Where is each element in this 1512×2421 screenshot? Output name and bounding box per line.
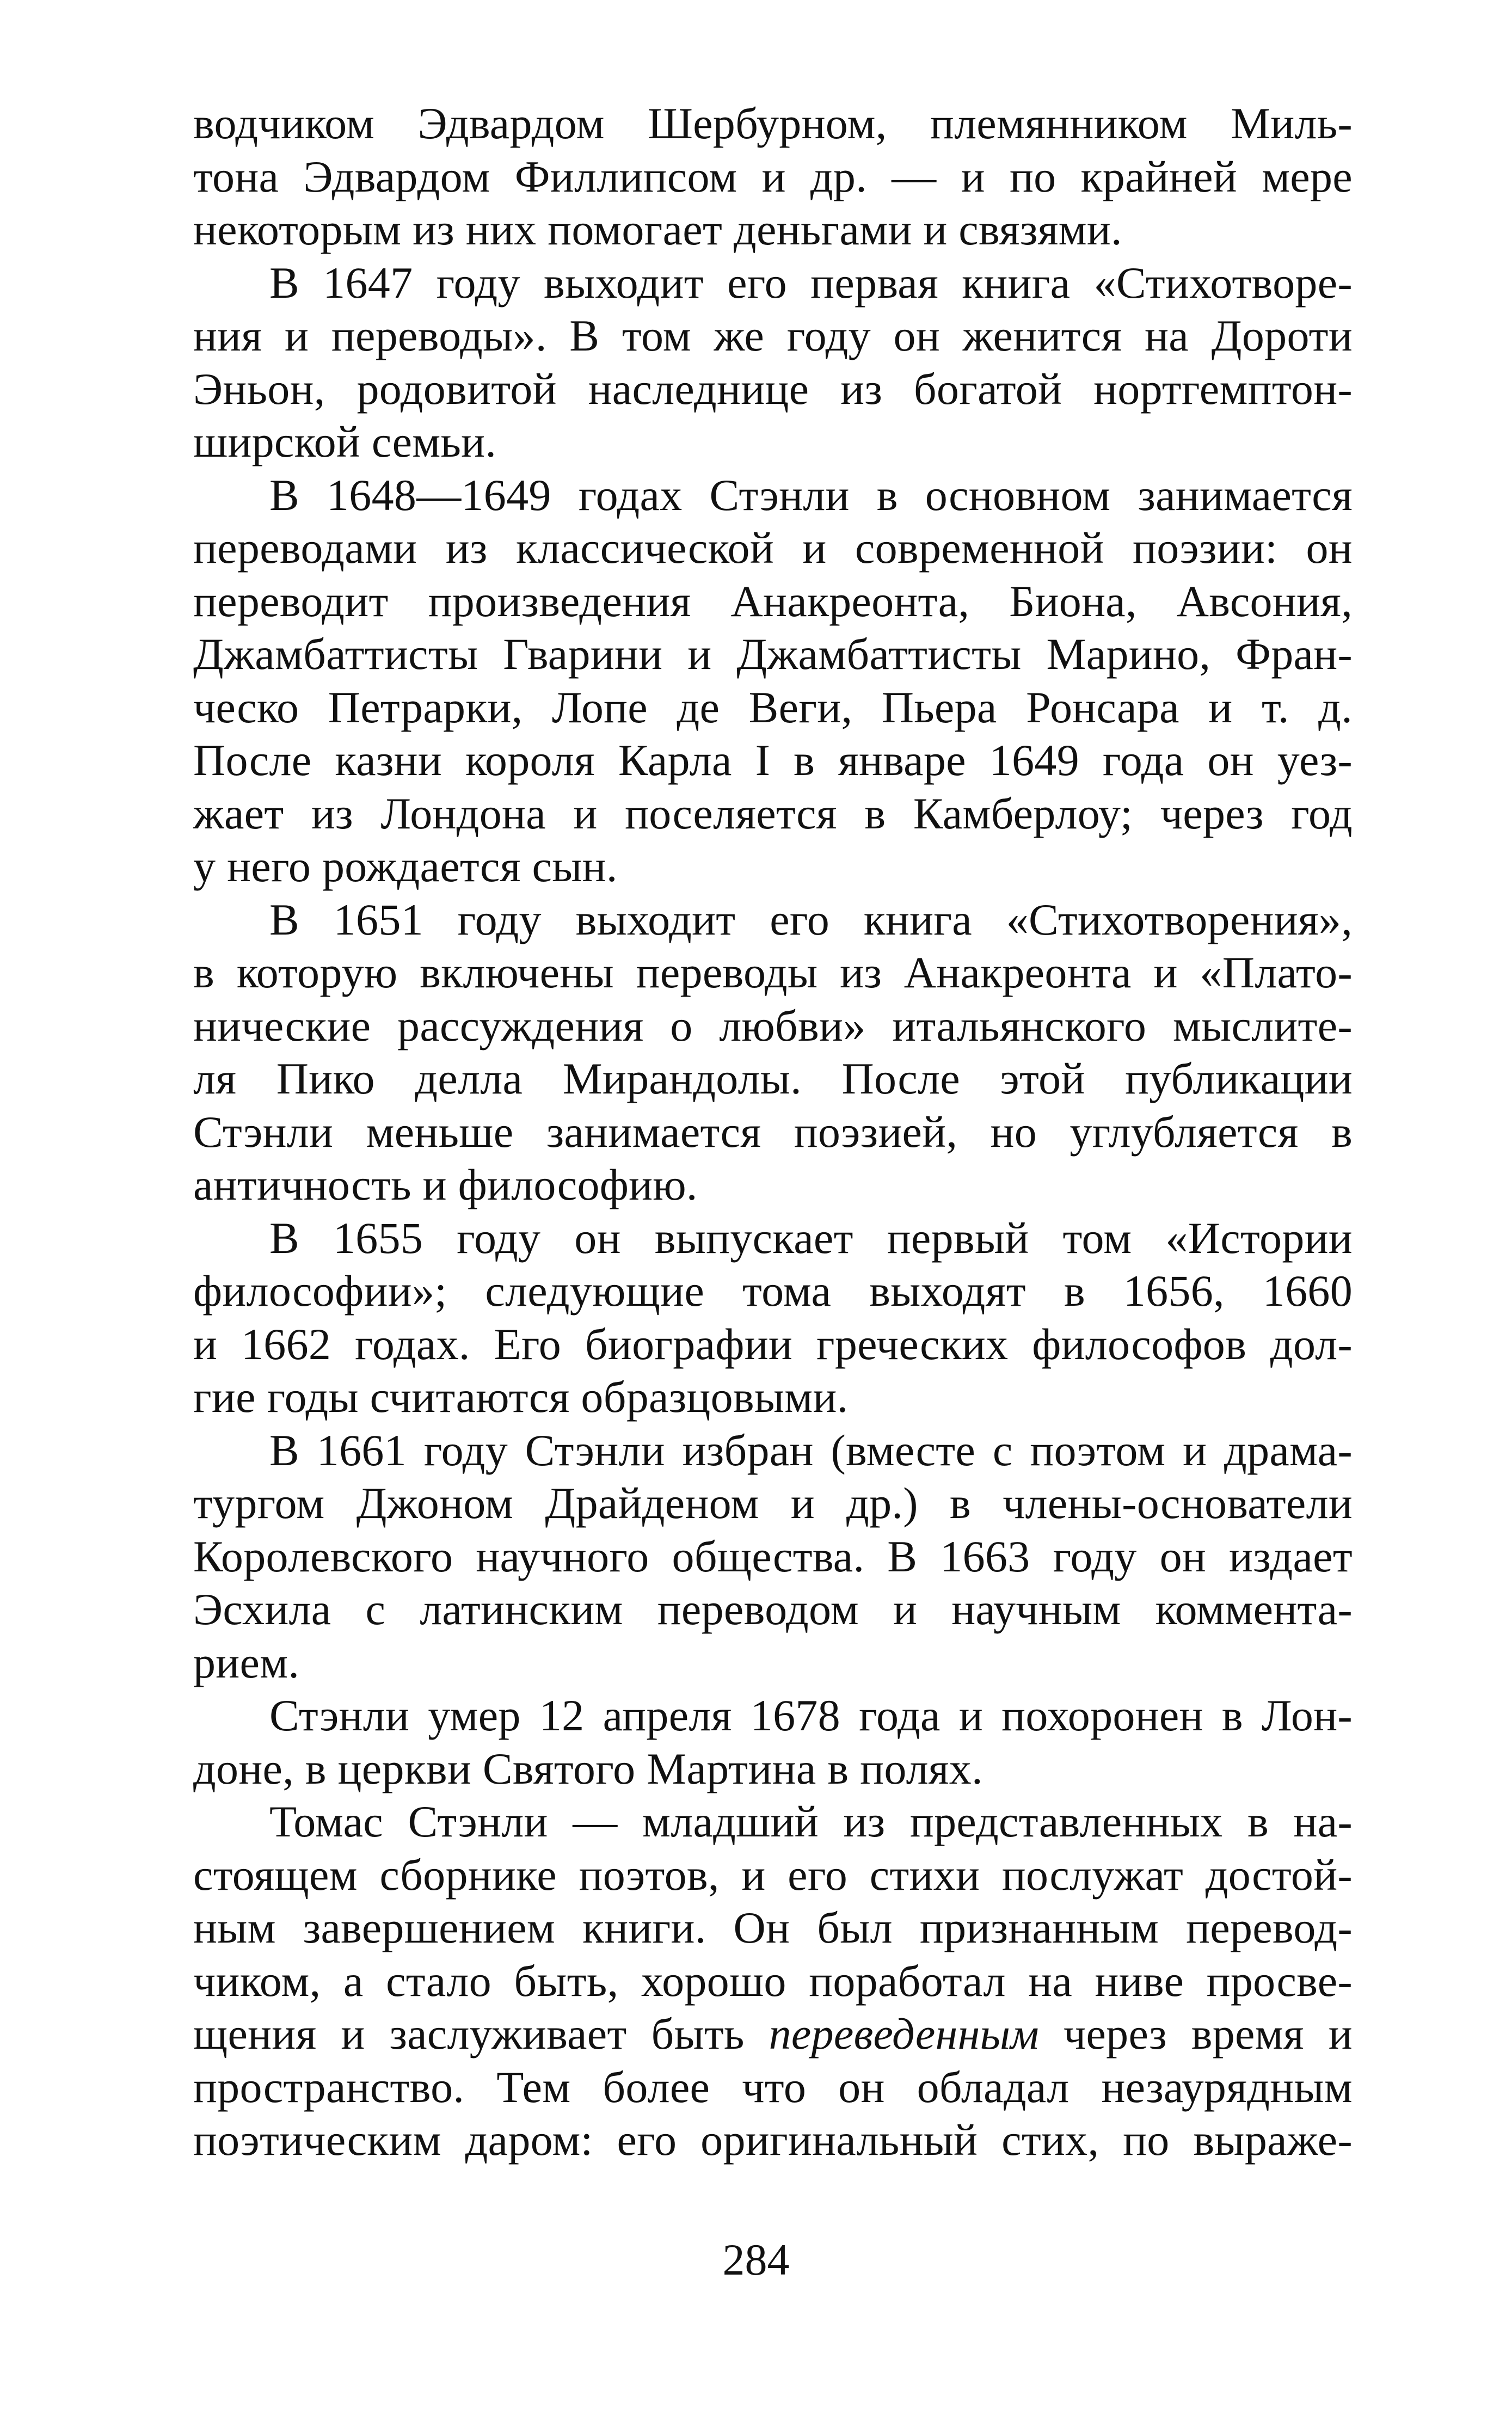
- text-line: ческо Петрарки, Лопе де Веги, Пьера Ронсара и т. д.: [193, 682, 1353, 732]
- text-line: стоящем сборнике поэтов, и его стихи послужат достой-: [193, 1849, 1353, 1900]
- text-line: В 1655 году он выпускает первый том «Истории: [269, 1213, 1353, 1263]
- text-line: и 1662 годах. Его биографии греческих философов дол-: [193, 1319, 1353, 1369]
- text-segment: через время и: [1039, 2009, 1353, 2059]
- text-line: переводит произведения Анакреонта, Биона, Авсония,: [193, 576, 1353, 626]
- text-line: ля Пико делла Мирандолы. После этой публикации: [193, 1054, 1353, 1103]
- text-line: философии»; следующие тома выходят в 1656, 1660: [193, 1266, 1353, 1316]
- text-line: тургом Джоном Драйденом и др.) в члены-основатели: [193, 1478, 1353, 1528]
- text-line: Стэнли меньше занимается поэзией, но углубляется в: [193, 1107, 1353, 1157]
- text-line: нические рассуждения о любви» итальянского мыслите-: [193, 1000, 1353, 1050]
- text-line: Стэнли умер 12 апреля 1678 года и похоронен в Лон-: [269, 1691, 1353, 1740]
- text-line: поэтическим даром: его оригинальный стих, по выраже-: [193, 2115, 1353, 2165]
- text-line: чиком, а стало быть, хорошо поработал на ниве просве-: [193, 1956, 1353, 2006]
- text-line: доне, в церкви Святого Мартина в полях.: [193, 1743, 983, 1793]
- text-line: В 1648—1649 годах Стэнли в основном занимается: [269, 470, 1353, 520]
- text-segment: щения и заслуживает быть: [193, 2009, 769, 2059]
- page-number: 284: [722, 2235, 790, 2284]
- text-line: тона Эдвардом Филлипсом и др. — и по крайней мере: [193, 151, 1353, 201]
- text-line: Джамбаттисты Гварини и Джамбаттисты Марино, Фран-: [193, 629, 1353, 679]
- text-line: ным завершением книги. Он был признанным перевод-: [193, 1903, 1353, 1952]
- text-line: античность и философию.: [193, 1160, 698, 1209]
- text-line: В 1647 году выходит его первая книга «Стихотворе-: [269, 257, 1353, 308]
- text-line: пространство. Тем более что он обладал незаурядным: [193, 2062, 1353, 2112]
- text-line: Королевского научного общества. В 1663 году он издает: [193, 1531, 1353, 1581]
- text-line: водчиком Эдвардом Шербурном, племянником Миль-: [193, 99, 1353, 148]
- text-line: [193, 2007, 1353, 2061]
- text-line: ширской семьи.: [193, 417, 497, 466]
- text-line: жает из Лондона и поселяется в Камберлоу; через год: [193, 788, 1353, 838]
- text-line: ния и переводы». В том же году он женится на Дороти: [193, 311, 1353, 360]
- text-line: гие годы считаются образцовыми.: [193, 1372, 849, 1422]
- body-text: [193, 97, 1353, 2167]
- italic-word: переведенным: [769, 2009, 1040, 2059]
- text-line: рием.: [193, 1637, 300, 1687]
- text-line: После казни короля Карла I в январе 1649 года он уез-: [193, 735, 1353, 785]
- text-line: Томас Стэнли — младший из представленных в на-: [269, 1797, 1353, 1846]
- text-line: Эсхила с латинским переводом и научным коммента-: [193, 1584, 1353, 1634]
- text-line: в которую включены переводы из Анакреонта и «Плато-: [193, 948, 1353, 997]
- text-line: некоторым из них помогает деньгами и связями.: [193, 205, 1122, 254]
- text-line: у него рождается сын.: [193, 841, 618, 891]
- text-line: переводами из классической и современной поэзии: он: [193, 523, 1353, 573]
- text-line: Эньон, родовитой наследнице из богатой нортгемптон-: [193, 364, 1353, 414]
- text-line: В 1661 году Стэнли избран (вместе с поэтом и драма-: [269, 1425, 1353, 1475]
- text-line: В 1651 году выходит его книга «Стихотворения»,: [269, 894, 1353, 944]
